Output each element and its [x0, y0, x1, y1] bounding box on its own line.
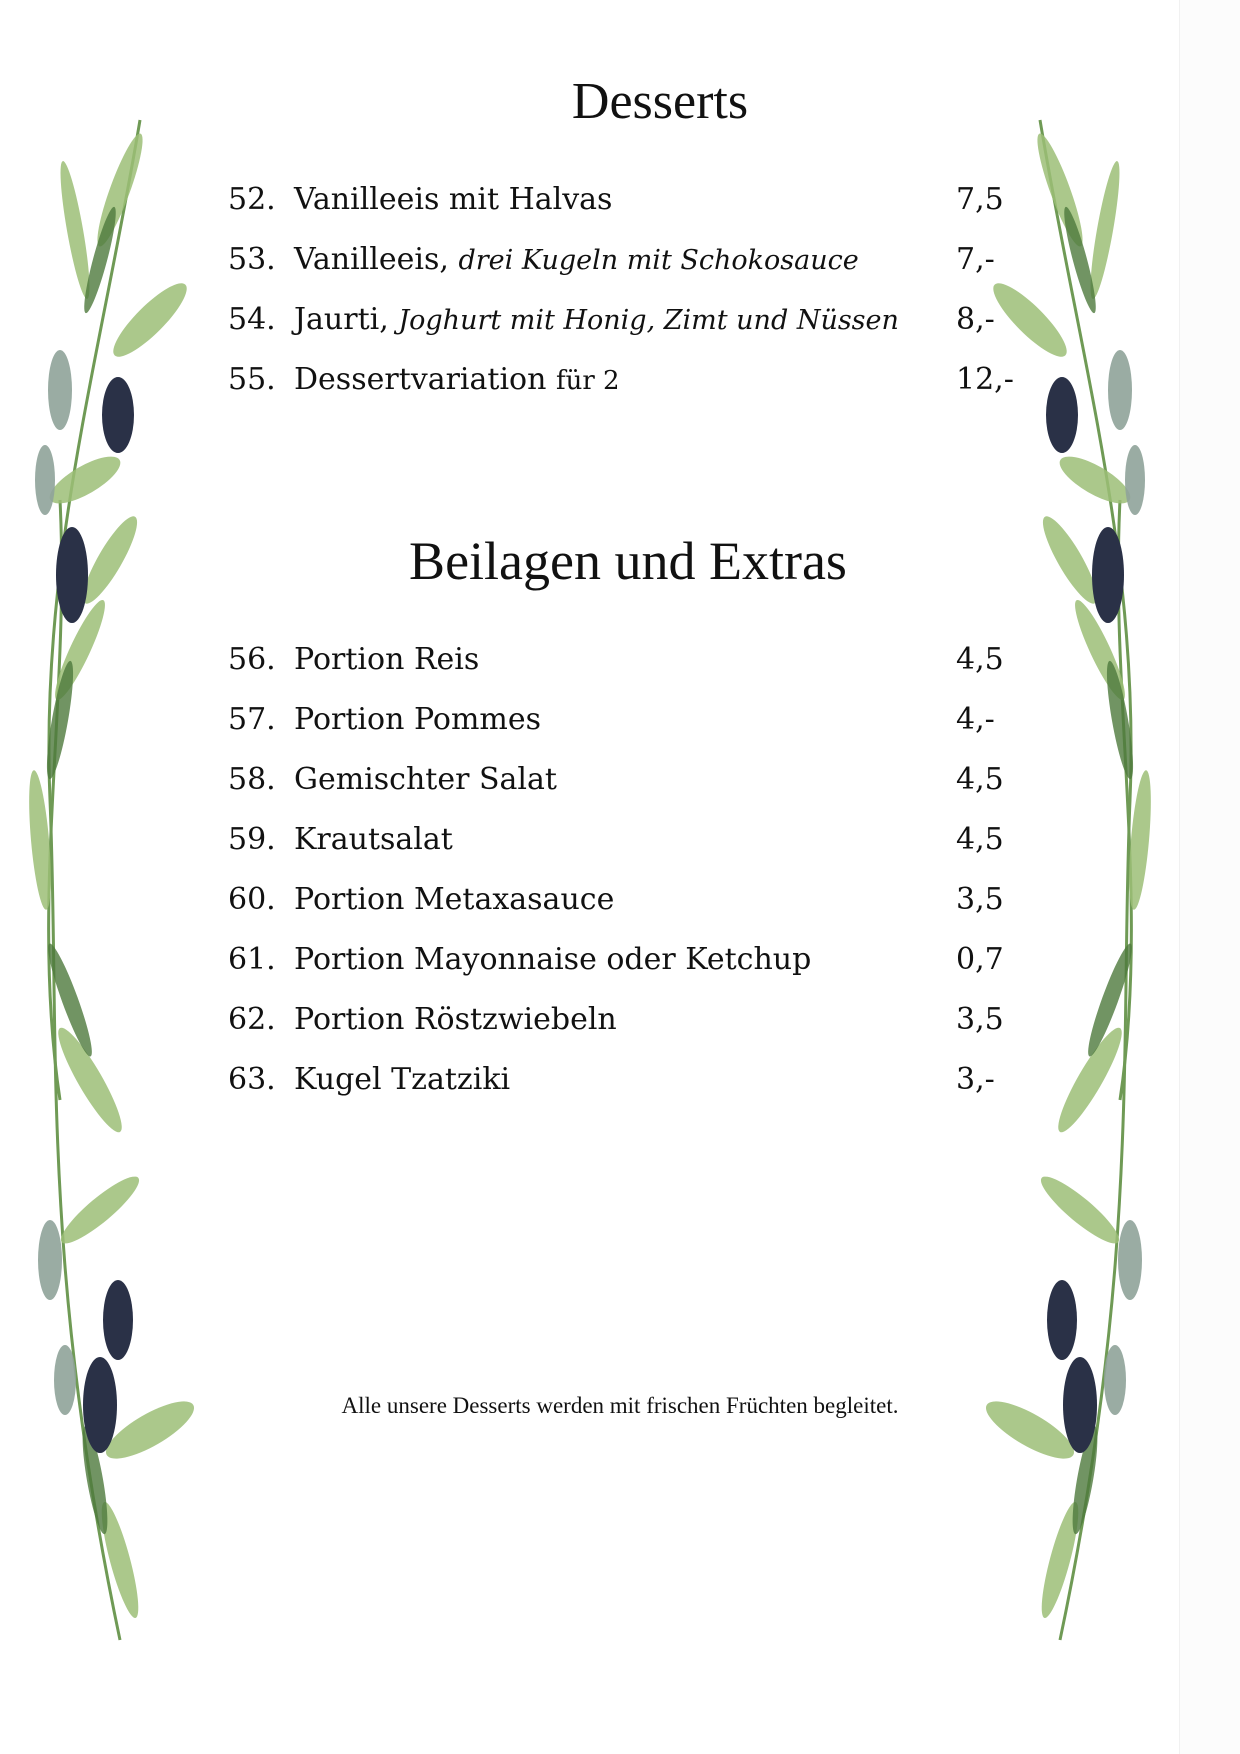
item-name: Gemischter Salat — [294, 762, 557, 797]
olive-branch-left-icon — [0, 0, 210, 1754]
item-price: 4,5 — [956, 822, 1004, 857]
item-name — [294, 360, 620, 401]
item-price: 7,- — [956, 242, 995, 277]
item-name-text: Dessertvariation — [294, 362, 547, 397]
menu-item — [228, 360, 1018, 420]
item-name: Portion Röstzwiebeln — [294, 1002, 617, 1037]
item-number: 62. — [228, 1002, 276, 1037]
menu-item — [228, 300, 1018, 360]
item-price: 4,- — [956, 702, 995, 737]
item-name-text: Jaurti, — [294, 302, 389, 337]
menu-item — [228, 940, 1018, 1000]
item-name: Kugel Tzatziki — [294, 1062, 511, 1097]
item-name: Portion Mayonnaise oder Ketchup — [294, 942, 812, 977]
item-name: Krautsalat — [294, 822, 453, 857]
desserts-heading: Desserts — [571, 73, 749, 130]
item-description: Joghurt mit Honig, Zimt und Nüssen — [398, 305, 899, 336]
page-edge — [1179, 0, 1240, 1754]
item-number: 53. — [228, 242, 276, 277]
desserts-list — [228, 180, 1018, 420]
item-name: Portion Metaxasauce — [294, 882, 615, 917]
beilagen-list — [228, 640, 1018, 1120]
menu-item — [228, 880, 1018, 940]
item-name — [294, 300, 899, 341]
menu-item — [228, 760, 1018, 820]
item-name: Portion Pommes — [294, 702, 542, 737]
menu-item — [228, 820, 1018, 880]
item-number: 54. — [228, 302, 276, 337]
item-name: Portion Reis — [294, 642, 480, 677]
item-price: 12,- — [956, 362, 1014, 397]
item-number: 55. — [228, 362, 276, 397]
menu-item — [228, 1060, 1018, 1120]
item-serving-note: für 2 — [555, 366, 620, 396]
menu-item — [228, 1000, 1018, 1060]
item-price: 3,- — [956, 1062, 995, 1097]
item-number: 56. — [228, 642, 276, 677]
item-number: 52. — [228, 182, 276, 217]
menu-item — [228, 640, 1018, 700]
item-price: 3,5 — [956, 1002, 1004, 1037]
menu-item — [228, 180, 1018, 240]
item-price: 4,5 — [956, 762, 1004, 797]
item-price: 8,- — [956, 302, 995, 337]
footnote: Alle unsere Desserts werden mit frischen Früchten begleitet. — [341, 1393, 899, 1418]
menu-item — [228, 700, 1018, 760]
item-number: 59. — [228, 822, 276, 857]
item-number: 57. — [228, 702, 276, 737]
item-number: 61. — [228, 942, 276, 977]
item-description: drei Kugeln mit Schokosauce — [458, 245, 859, 276]
beilagen-heading: Beilagen und Extras — [409, 531, 847, 591]
item-name-text: Vanilleeis, — [294, 242, 449, 277]
item-name — [294, 180, 612, 220]
item-number: 58. — [228, 762, 276, 797]
item-number: 63. — [228, 1062, 276, 1097]
item-name — [294, 240, 859, 281]
item-price: 7,5 — [956, 182, 1004, 217]
menu-item — [228, 240, 1018, 300]
item-name-text: Vanilleeis mit Halvas — [294, 182, 613, 217]
item-price: 0,7 — [956, 942, 1004, 977]
item-price: 4,5 — [956, 642, 1004, 677]
item-number: 60. — [228, 882, 276, 917]
item-price: 3,5 — [956, 882, 1004, 917]
